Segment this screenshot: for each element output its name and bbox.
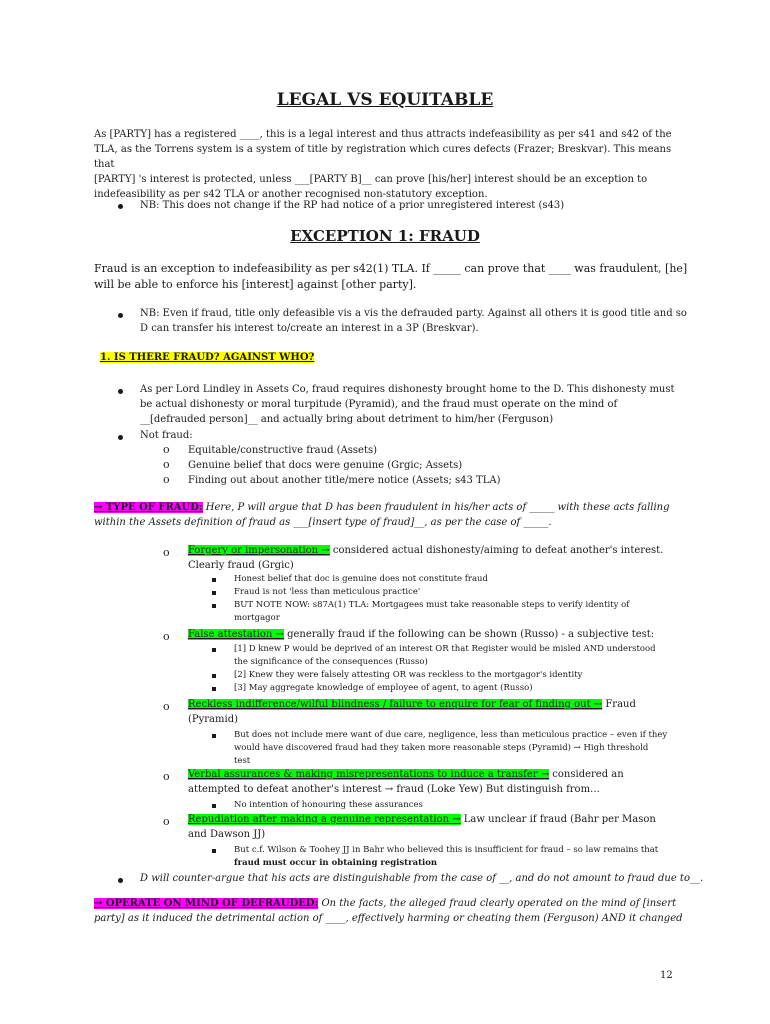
reckless-item	[188, 697, 688, 727]
bullet-icon	[118, 878, 123, 883]
false-attestation-sub: [3] May aggregate knowledge of employee of agent, to agent (Russo)	[234, 683, 533, 693]
circle-bullet-icon: o	[163, 473, 170, 486]
bullet-icon	[118, 313, 123, 318]
forgery-sub: mortgagor	[234, 613, 280, 623]
not-fraud-item: Genuine belief that docs were genuine (Grgic; Assets)	[188, 460, 463, 471]
verbal-line-2: attempted to defeat another's interest → fraud (Loke Yew) But distinguish from…	[188, 784, 601, 795]
lindley-paragraph	[140, 382, 700, 427]
repudiation-item	[188, 812, 688, 842]
repudiation-label: Repudiation after making a genuine representation →	[188, 814, 461, 825]
operate-paragraph	[94, 896, 694, 926]
circle-bullet-icon: o	[163, 546, 170, 559]
page-title: LEGAL VS EQUITABLE	[276, 90, 494, 110]
circle-bullet-icon: o	[163, 700, 170, 713]
operate-line-2: party] as it induced the detrimental action of ____, effectively harming or cheating them (Ferguson) AND it changed	[94, 913, 683, 924]
operate-line-1: On the facts, the alleged fraud clearly operated on the mind of [insert	[318, 898, 677, 909]
circle-bullet-icon: o	[163, 630, 170, 643]
intro-line-3: [PARTY] 's interest is protected, unless ___[PARTY B]__ can prove [his/her] interest should be an exception to	[94, 174, 648, 185]
nb2-line-2: D can transfer his interest to/create an interest in a 3P (Breskvar).	[140, 323, 479, 334]
reckless-sub: test	[234, 756, 251, 766]
square-bullet-icon	[212, 604, 216, 608]
circle-bullet-icon: o	[163, 458, 170, 471]
repudiation-sub: But c.f. Wilson & Toohey JJ in Bahr who believed this is insufficient for fraud – so law remains that	[234, 845, 659, 855]
reckless-sub: would have discovered fraud had they taken more reasonable steps (Pyramid) → High threshold	[234, 743, 649, 753]
intro-line-4: indefeasibility as per s42 TLA or another recognised non-statutory exception.	[94, 189, 488, 200]
verbal-label: Verbal assurances & making misrepresentations to induce a transfer →	[188, 769, 550, 780]
repudiation-sub: fraud must occur in obtaining registration	[234, 858, 438, 868]
square-bullet-icon	[212, 849, 216, 853]
repudiation-rest: Law unclear if fraud (Bahr per Mason	[460, 814, 656, 825]
section-heading-text: 1. IS THERE FRAUD? AGAINST WHO?	[100, 352, 315, 363]
bullet-icon	[118, 435, 123, 440]
forgery-line-2: Clearly fraud (Grgic)	[188, 560, 294, 571]
nb2-line-1: NB: Even if fraud, title only defeasible vis a vis the defrauded party. Against all others it is good title and so	[140, 308, 687, 319]
forgery-item	[188, 543, 688, 573]
false-attestation-rest: generally fraud if the following can be shown (Russo) - a subjective test:	[283, 629, 655, 640]
square-bullet-icon	[212, 674, 216, 678]
bullet-icon	[118, 204, 123, 209]
section-heading	[100, 350, 314, 365]
page-number: 12	[660, 970, 673, 981]
type-of-fraud-line-1: Here, P will argue that D has been fraudulent in his/her acts of _____ with these acts falling	[202, 502, 670, 513]
verbal-rest: considered an	[549, 769, 624, 780]
verbal-sub: No intention of honouring these assurances	[234, 800, 423, 810]
square-bullet-icon	[212, 648, 216, 652]
exception-heading: EXCEPTION 1: FRAUD	[290, 227, 480, 245]
fraud-intro	[94, 261, 694, 293]
false-attestation-sub: the significance of the consequences (Russo)	[234, 657, 428, 667]
nb-defrauded-party	[140, 306, 700, 336]
square-bullet-icon	[212, 578, 216, 582]
type-of-fraud-label: → TYPE OF FRAUD:	[94, 502, 203, 513]
square-bullet-icon	[212, 687, 216, 691]
lindley-line-3: __[defrauded person]__ and actually bring about detriment to him/her (Ferguson)	[140, 414, 554, 425]
circle-bullet-icon: o	[163, 815, 170, 828]
lindley-line-2: be actual dishonesty or moral turpitude (Pyramid), and the fraud must operate on the mind of	[140, 399, 618, 410]
type-of-fraud-line-2: within the Assets definition of fraud as ___[insert type of fraud]__, as per the case of _____.	[94, 517, 552, 528]
forgery-sub: Fraud is not 'less than meticulous practice'	[234, 587, 421, 597]
counter-argument: D will counter-argue that his acts are distinguishable from the case of __, and do not amount to fraud due to__.	[140, 873, 704, 884]
intro-line-2: TLA, as the Torrens system is a system of title by registration which cures defects (Frazer; Breskvar). This means that	[94, 144, 672, 170]
forgery-sub: Honest belief that doc is genuine does not constitute fraud	[234, 574, 488, 584]
intro-line-1: As [PARTY] has a registered ____, this is a legal interest and thus attracts indefeasibility as per s41 and s42 of the	[94, 129, 672, 140]
fraud-intro-line-2: will be able to enforce his [interest] against [other party].	[94, 278, 417, 291]
circle-bullet-icon: o	[163, 443, 170, 456]
reckless-label: Reckless indifference/wilful blindness / failure to enquire for fear of finding out →	[188, 699, 603, 710]
nb-notice: NB: This does not change if the RP had notice of a prior unregistered interest (s43)	[140, 200, 565, 211]
square-bullet-icon	[212, 804, 216, 808]
square-bullet-icon	[212, 591, 216, 595]
false-attestation-label: False attestation →	[188, 629, 284, 640]
forgery-rest: considered actual dishonesty/aiming to defeat another's interest.	[329, 545, 664, 556]
type-of-fraud-paragraph	[94, 500, 694, 530]
not-fraud-item: Equitable/constructive fraud (Assets)	[188, 445, 378, 456]
square-bullet-icon	[212, 734, 216, 738]
operate-label: → OPERATE ON MIND OF DEFRAUDED:	[94, 898, 319, 909]
reckless-line-2: (Pyramid)	[188, 714, 239, 725]
false-attestation-sub: [1] D knew P would be deprived of an interest OR that Register would be misled AND understood	[234, 644, 656, 654]
repudiation-line-2: and Dawson JJ)	[188, 829, 266, 840]
false-attestation-sub: [2] Knew they were falsely attesting OR was reckless to the mortgagor's identity	[234, 670, 583, 680]
lindley-line-1: As per Lord Lindley in Assets Co, fraud requires dishonesty brought home to the D. This dishonesty must	[140, 384, 675, 395]
circle-bullet-icon: o	[163, 770, 170, 783]
not-fraud-label: Not fraud:	[140, 430, 193, 441]
fraud-intro-line-1: Fraud is an exception to indefeasibility as per s42(1) TLA. If _____ can prove that ____ was fraudulent, [he]	[94, 262, 688, 275]
false-attestation-item	[188, 627, 688, 642]
reckless-sub: But does not include mere want of due care, negligence, less than meticulous practice – even if they	[234, 730, 668, 740]
reckless-rest: Fraud	[602, 699, 636, 710]
forgery-sub: BUT NOTE NOW: s87A(1) TLA: Mortgagees must take reasonable steps to verify identity of	[234, 600, 630, 610]
verbal-item	[188, 767, 688, 797]
intro-paragraph	[94, 127, 684, 202]
forgery-label: Forgery or impersonation →	[188, 545, 330, 556]
bullet-icon	[118, 389, 123, 394]
not-fraud-item: Finding out about another title/mere notice (Assets; s43 TLA)	[188, 475, 501, 486]
